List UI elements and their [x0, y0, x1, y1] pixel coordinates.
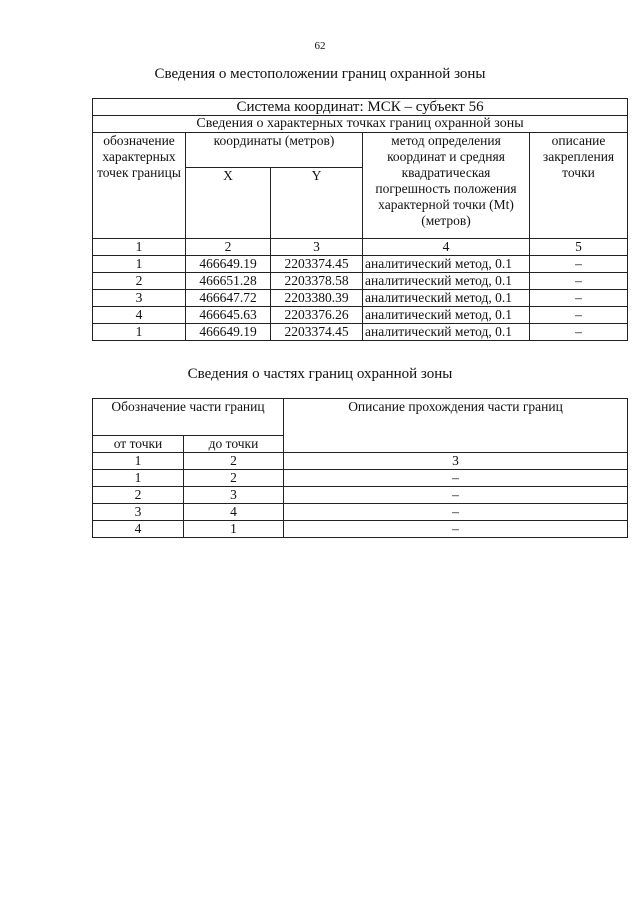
index-cell: 3	[271, 239, 363, 256]
header-method: метод определения координат и средняя квадратическая погрешность положения характерной точки (Mt) (метров)	[363, 133, 530, 239]
y-cell: 2203378.58	[271, 273, 363, 290]
column-index-row	[93, 239, 628, 256]
index-cell: 2	[184, 453, 284, 470]
x-cell: 466651.28	[186, 273, 271, 290]
desc-cell: –	[530, 256, 628, 273]
method-cell: аналитический метод, 0.1	[363, 324, 530, 341]
method-cell: аналитический метод, 0.1	[363, 256, 530, 273]
point-cell: 3	[93, 290, 186, 307]
boundary-parts-table	[92, 398, 628, 538]
index-cell: 1	[93, 239, 186, 256]
y-cell: 2203374.45	[271, 256, 363, 273]
desc-cell: –	[530, 324, 628, 341]
header-coordinates: координаты (метров)	[186, 133, 363, 168]
header-part-description: Описание прохождения части границ	[284, 399, 628, 453]
index-cell: 3	[284, 453, 628, 470]
section-title-parts: Сведения о частях границ охранной зоны	[187, 366, 453, 382]
index-cell: 2	[186, 239, 271, 256]
to-cell: 2	[184, 470, 284, 487]
from-cell: 3	[93, 504, 184, 521]
header-x: X	[186, 168, 271, 239]
y-cell: 2203376.26	[271, 307, 363, 324]
method-cell: аналитический метод, 0.1	[363, 307, 530, 324]
page-number: 62	[314, 40, 326, 52]
to-cell: 1	[184, 521, 284, 538]
to-cell: 4	[184, 504, 284, 521]
from-cell: 4	[93, 521, 184, 538]
y-cell: 2203374.45	[271, 324, 363, 341]
desc-cell: –	[284, 504, 628, 521]
header-from-point: от точки	[93, 436, 184, 453]
table-row	[93, 324, 628, 341]
point-cell: 1	[93, 256, 186, 273]
desc-cell: –	[530, 307, 628, 324]
table-row	[93, 256, 628, 273]
table-row	[93, 290, 628, 307]
desc-cell: –	[284, 487, 628, 504]
header-y: Y	[271, 168, 363, 239]
y-cell: 2203380.39	[271, 290, 363, 307]
to-cell: 3	[184, 487, 284, 504]
x-cell: 466649.19	[186, 324, 271, 341]
table-row	[93, 307, 628, 324]
desc-cell: –	[284, 470, 628, 487]
from-cell: 1	[93, 470, 184, 487]
x-cell: 466647.72	[186, 290, 271, 307]
point-cell: 1	[93, 324, 186, 341]
index-cell: 4	[363, 239, 530, 256]
boundary-points-table	[92, 98, 628, 341]
header-to-point: до точки	[184, 436, 284, 453]
index-cell: 5	[530, 239, 628, 256]
method-cell: аналитический метод, 0.1	[363, 290, 530, 307]
header-fixing-description: описание закрепления точки	[530, 133, 628, 239]
index-cell: 1	[93, 453, 184, 470]
table-row	[93, 521, 628, 538]
method-cell: аналитический метод, 0.1	[363, 273, 530, 290]
desc-cell: –	[530, 290, 628, 307]
point-cell: 4	[93, 307, 186, 324]
desc-cell: –	[530, 273, 628, 290]
section-title-boundaries: Сведения о местоположении границ охранной зоны	[154, 66, 486, 82]
header-part-designation: Обозначение части границ	[93, 399, 284, 436]
from-cell: 2	[93, 487, 184, 504]
point-cell: 2	[93, 273, 186, 290]
table-row	[93, 487, 628, 504]
table-row	[93, 470, 628, 487]
desc-cell: –	[284, 521, 628, 538]
table-row	[93, 504, 628, 521]
table-subtitle: Сведения о характерных точках границ охранной зоны	[93, 116, 628, 133]
column-index-row	[93, 453, 628, 470]
x-cell: 466649.19	[186, 256, 271, 273]
coordinate-system-label: Система координат: МСК – субъект 56	[93, 99, 628, 116]
header-point-designation: обозначение характерных точек границы	[93, 133, 186, 239]
x-cell: 466645.63	[186, 307, 271, 324]
table-row	[93, 273, 628, 290]
